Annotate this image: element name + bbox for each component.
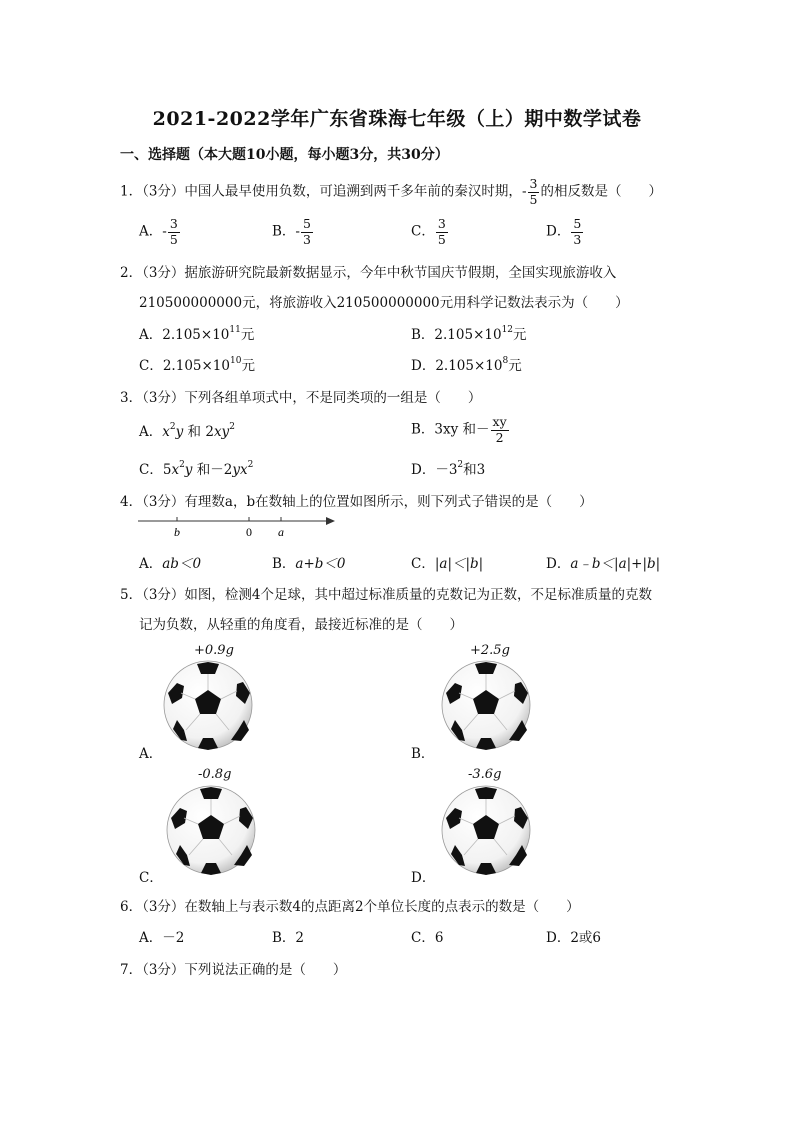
q1-option-d xyxy=(546,218,584,246)
q3-d-label: D． xyxy=(411,462,436,478)
exam-title: 2021-2022学年广东省珠海七年级（上）期中数学试卷 xyxy=(152,108,642,130)
q3-d-text-b: 和3 xyxy=(463,462,486,478)
q2-a-base: 2.105×10 xyxy=(162,327,230,343)
q4-option-d xyxy=(546,552,660,572)
question-7-stem: 7．（3分）下列说法正确的是（ ） xyxy=(120,962,347,978)
q1-stem-part-b: 的相反数是（ ） xyxy=(540,183,662,200)
q3-d-text-a: －3 xyxy=(435,462,458,478)
q3-d-exp: 2 xyxy=(457,460,464,470)
soccer-ball-b-icon xyxy=(441,660,531,750)
q3-c-label: C． xyxy=(139,462,163,478)
q1-b-sign: - xyxy=(295,223,300,240)
q2-option-a xyxy=(139,323,254,343)
question-2-line-1: 2．（3分）据旅游研究院最新数据显示，今年中秋节国庆节假期，全国实现旅游收入 xyxy=(120,265,617,281)
q3-b-num: xy xyxy=(492,414,507,429)
q2-option-c xyxy=(139,354,255,374)
q5-option-d-label: D． xyxy=(411,870,436,886)
q1-a-fraction xyxy=(168,218,180,246)
q2-c-label: C． xyxy=(139,358,163,374)
q1-d-label: D． xyxy=(546,223,571,240)
q2-b-exp: 12 xyxy=(501,325,514,335)
q6-option-c: C．6 xyxy=(411,930,444,946)
ball-d-weight: -3.6g xyxy=(468,767,502,782)
q6-option-d: D．2或6 xyxy=(546,930,602,946)
q5-option-b-label: B． xyxy=(411,746,435,762)
q2-d-label: D． xyxy=(411,358,436,374)
q1-c-den: 5 xyxy=(437,231,446,247)
q4-option-b xyxy=(272,552,346,572)
q3-option-d xyxy=(411,458,485,478)
q4-c-label: C． xyxy=(411,556,435,572)
q2-d-base: 2.105×10 xyxy=(435,358,503,374)
q6-option-b: B．2 xyxy=(272,930,305,946)
q1-d-den: 3 xyxy=(573,231,582,247)
label-b: b xyxy=(174,525,180,539)
q1-a-den: 5 xyxy=(169,231,178,247)
q1-option-a xyxy=(139,218,181,246)
q4-b-text: a+b＜0 xyxy=(295,556,346,572)
q1-fraction xyxy=(528,178,540,206)
q3-b-den: 2 xyxy=(495,429,504,445)
q1-a-sign: - xyxy=(162,223,167,240)
q2-c-exp: 10 xyxy=(229,356,242,366)
q4-d-text: a﹣b＜|a|+|b| xyxy=(570,556,661,572)
q2-b-base: 2.105×10 xyxy=(434,327,502,343)
q2-a-label: A． xyxy=(139,327,163,343)
q5-option-a-label: A． xyxy=(139,746,163,762)
q3-a-and: 和 xyxy=(187,424,202,440)
q4-c-text: |a|＜|b| xyxy=(434,556,484,572)
question-5-line-1: 5．（3分）如图，检测4个足球，其中超过标准质量的克数记为正数，不足标准质量的克数 xyxy=(120,587,653,603)
q1-b-den: 3 xyxy=(302,231,311,247)
q1-a-num: 3 xyxy=(169,216,178,231)
q6-option-a: A．－2 xyxy=(139,930,185,946)
q1-d-fraction xyxy=(571,218,583,246)
soccer-ball-a-icon xyxy=(163,660,253,750)
section-heading: 一、选择题（本大题10小题，每小题3分，共30分） xyxy=(120,147,449,163)
q1-c-fraction xyxy=(436,218,448,246)
q2-b-unit: 元 xyxy=(513,327,527,343)
q1-stem-part-a: 1．（3分）中国人最早使用负数，可追溯到两千多年前的秦汉时期， xyxy=(120,183,522,200)
q2-c-unit: 元 xyxy=(241,358,255,374)
q1-frac-den: 5 xyxy=(529,191,538,207)
q3-b-fraction xyxy=(491,416,509,444)
q1-option-c xyxy=(411,218,449,246)
q3-a-label: A． xyxy=(139,424,163,440)
q5-option-c-label: C． xyxy=(139,870,163,886)
label-a: a xyxy=(278,525,284,539)
q1-b-fraction xyxy=(301,218,313,246)
q1-frac-num: 3 xyxy=(529,176,538,191)
q1-d-num: 5 xyxy=(573,216,582,231)
q1-c-num: 3 xyxy=(437,216,446,231)
question-1-stem xyxy=(120,178,662,206)
q3-option-a: A．$x^2y$ 和 $2xy^2$ xyxy=(139,422,235,440)
q1-b-num: 5 xyxy=(302,216,311,231)
q3-c-and: 和 xyxy=(196,462,211,478)
soccer-ball-c-icon xyxy=(166,785,256,875)
q4-b-label: B． xyxy=(272,556,296,572)
ball-b-weight: +2.5g xyxy=(470,643,510,658)
q2-option-d xyxy=(411,354,522,374)
q2-d-unit: 元 xyxy=(508,358,522,374)
question-3-stem: 3．（3分）下列各组单项式中，不是同类项的一组是（ ） xyxy=(120,390,482,406)
q3-b-text: 3xy 和－ xyxy=(434,421,490,438)
q1-c-label: C． xyxy=(411,223,435,240)
q4-option-c xyxy=(411,552,483,572)
question-2-line-2: 210500000000元，将旅游收入210500000000元用科学记数法表示为（ ） xyxy=(139,295,629,311)
q2-a-unit: 元 xyxy=(240,327,255,343)
question-4-stem: 4．（3分）有理数a，b在数轴上的位置如图所示，则下列式子错误的是（ ） xyxy=(120,494,593,510)
q2-d-exp: 8 xyxy=(502,356,509,366)
q1-option-b xyxy=(272,218,314,246)
q1-a-label: A． xyxy=(139,223,163,240)
q4-option-a xyxy=(139,552,201,572)
q3-b-label: B． xyxy=(411,421,435,438)
q3-option-c: C．$5x^2y$ 和$-2yx^2$ xyxy=(139,460,254,478)
q2-c-base: 2.105×10 xyxy=(162,358,230,374)
ball-c-weight: -0.8g xyxy=(198,767,232,782)
question-5-line-2: 记为负数，从轻重的角度看，最接近标准的是（ ） xyxy=(139,617,463,633)
q4-a-text: ab＜0 xyxy=(162,556,202,572)
q2-b-label: B． xyxy=(411,327,435,343)
q1-frac-sign: - xyxy=(521,183,527,200)
soccer-ball-d-icon xyxy=(441,785,531,875)
q4-a-label: A． xyxy=(139,556,163,572)
question-6-stem: 6．（3分）在数轴上与表示数4的点距离2个单位长度的点表示的数是（ ） xyxy=(120,899,580,915)
ball-a-weight: +0.9g xyxy=(194,643,234,658)
q1-b-label: B． xyxy=(272,223,296,240)
q2-option-b xyxy=(411,323,527,343)
number-line-figure xyxy=(138,512,338,542)
q3-option-b xyxy=(411,416,510,444)
number-line-arrow xyxy=(326,517,335,525)
q2-a-exp: 11 xyxy=(229,325,241,335)
label-0: 0 xyxy=(246,525,252,539)
q4-d-label: D． xyxy=(546,556,571,572)
